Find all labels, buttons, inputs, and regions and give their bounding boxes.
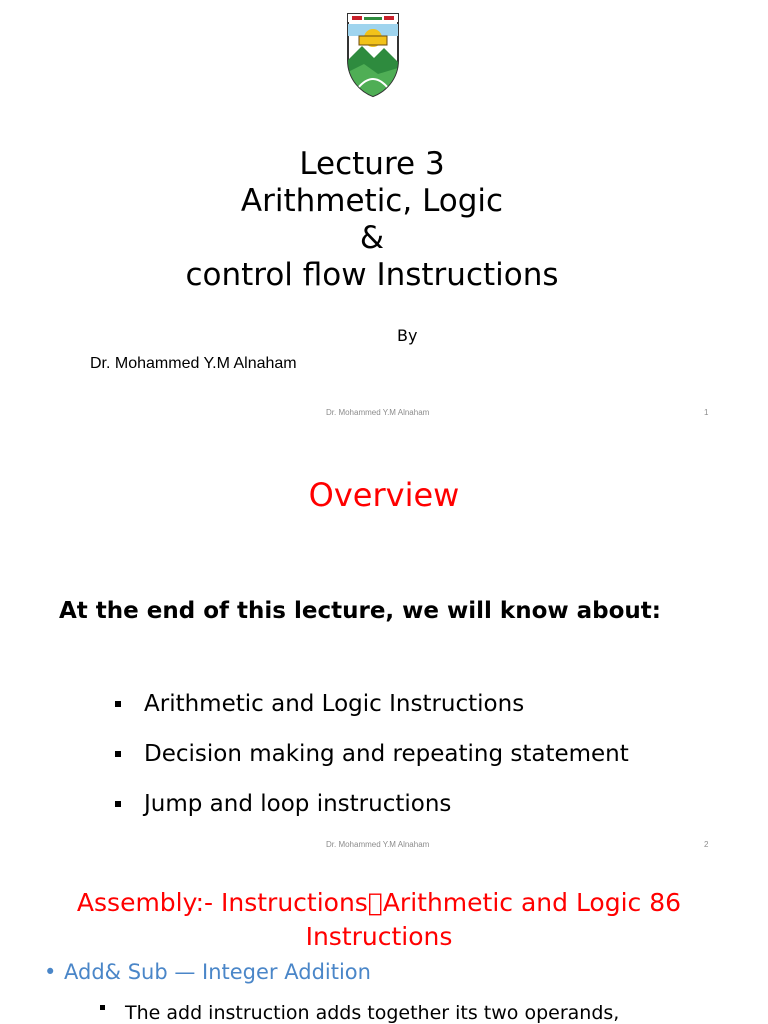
title-line: control flow Instructions	[185, 257, 559, 293]
list-item: Jump and loop instructions	[113, 789, 629, 839]
slide-footer-text: Dr. Mohammed Y.M Alnaham	[326, 408, 430, 417]
bullet-list	[113, 689, 629, 839]
intro-text: At the end of this lecture, we will know about:	[59, 598, 661, 624]
slide-2-title: Overview	[308, 476, 460, 514]
university-seal-icon	[344, 8, 402, 98]
slide-3-title	[0, 886, 758, 954]
bullet-item	[44, 960, 371, 984]
slide-1	[0, 0, 768, 432]
bullet-dot-icon: •	[44, 960, 57, 984]
slide-number: 2	[704, 840, 709, 849]
title-line: &	[359, 220, 385, 256]
title-line: Instructions	[305, 922, 453, 951]
title-line: Assembly:- Instructions Arithmetic and Logic 86	[76, 888, 682, 917]
slide-1-title	[0, 146, 744, 294]
list-item: Decision making and repeating statement	[113, 739, 629, 789]
sub-bullet-text: The add instruction adds together its two operands,	[125, 1002, 620, 1024]
slide-number: 1	[704, 408, 709, 417]
list-item: Arithmetic and Logic Instructions	[113, 689, 629, 739]
title-line: Lecture 3	[299, 146, 445, 182]
author-name: Dr. Mohammed Y.M Alnaham	[90, 355, 297, 372]
slide-footer-text: Dr. Mohammed Y.M Alnaham	[326, 840, 430, 849]
title-line: Arithmetic, Logic	[240, 183, 504, 219]
bullet-text: Add& Sub — Integer Addition	[64, 960, 371, 984]
square-bullet-icon	[100, 1005, 105, 1010]
by-label: By	[397, 326, 418, 345]
slide-3	[0, 864, 768, 1024]
slide-2	[0, 432, 768, 864]
sub-bullet-item	[100, 1002, 619, 1024]
